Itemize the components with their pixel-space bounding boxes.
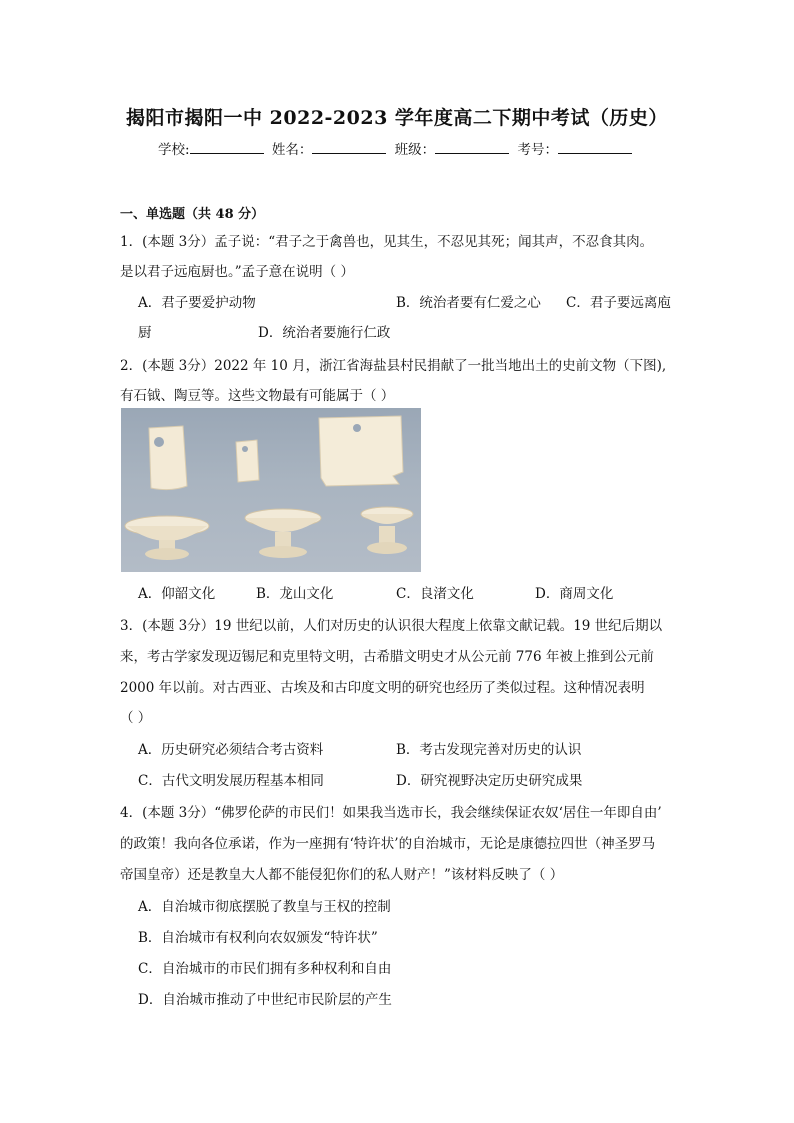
- q4-stem-line1: 4．(本题 3分）“佛罗伦萨的市民们！如果我当选市长，我会继续保证农奴‘居住一年即自由’: [120, 805, 662, 821]
- q2-option-c[interactable]: C．良渚文化: [396, 586, 474, 602]
- q3-option-c[interactable]: C．古代文明发展历程基本相同: [138, 773, 324, 789]
- artifact-illustration: [121, 408, 421, 572]
- q1-option-c[interactable]: C．君子要远离庖: [566, 295, 671, 311]
- q4-option-d[interactable]: D．自治城市推动了中世纪市民阶层的产生: [138, 992, 392, 1008]
- q4-stem-line2: 的政策！我向各位承诺，作为一座拥有‘特许状’的自治城市，无论是康德拉四世（神圣罗马: [120, 836, 656, 852]
- q2-option-a[interactable]: A．仰韶文化: [138, 586, 216, 602]
- q3-option-b[interactable]: B．考古发现完善对历史的认识: [396, 742, 582, 758]
- q2-option-b[interactable]: B．龙山文化: [256, 586, 334, 602]
- stone-axe-2-hole: [242, 446, 248, 452]
- student-info-row: [0, 138, 794, 158]
- q4-option-c[interactable]: C．自治城市的市民们拥有多种权利和自由: [138, 961, 392, 977]
- stone-axe-2: [236, 440, 259, 482]
- q3-option-d[interactable]: D．研究视野决定历史研究成果: [396, 773, 583, 789]
- q3-option-a[interactable]: A．历史研究必须结合考古资料: [138, 742, 324, 758]
- q2-stem-line1: 2．(本题 3分）2022 年 10 月，浙江省海盐县村民捐献了一批当地出土的史前文物（下图),: [120, 358, 667, 374]
- class-blank[interactable]: [435, 141, 509, 154]
- school-blank[interactable]: [190, 141, 264, 154]
- q3-stem-line3: 2000 年以前。对古西亚、古埃及和古印度文明的研究也经历了类似过程。这种情况表明: [120, 680, 645, 696]
- section-heading: 一、单选题（共 48 分）: [120, 207, 265, 222]
- q1-stem-line1: 1．(本题 3分）孟子说：“君子之于禽兽也，见其生，不忍见其死；闻其声，不忍食其肉。: [120, 234, 654, 250]
- q1-stem-line2: 是以君子远庖厨也。”孟子意在说明（ ）: [120, 264, 354, 280]
- artifact-photo: [121, 408, 421, 572]
- stone-axe-1-hole: [154, 437, 164, 447]
- name-blank[interactable]: [312, 141, 386, 154]
- q4-option-a[interactable]: A．自治城市彻底摆脱了教皇与王权的控制: [138, 899, 391, 915]
- pottery-dou-3-foot: [367, 542, 407, 554]
- stone-axe-3: [319, 416, 403, 486]
- stone-axe-1: [149, 426, 187, 490]
- q4-stem-line3: 帝国皇帝）还是教皇大人都不能侵犯你们的私人财产！”该材料反映了（ ）: [120, 867, 564, 883]
- q4-option-b[interactable]: B．自治城市有权利向农奴颁发“特许状”: [138, 930, 378, 946]
- pottery-dou-1-bowl: [127, 526, 207, 541]
- exam-number-blank[interactable]: [558, 141, 632, 154]
- exam-number-label: 考号：: [517, 142, 558, 158]
- pottery-dou-1-foot: [145, 548, 189, 560]
- pottery-dou-2-foot: [259, 546, 307, 558]
- q1-option-d[interactable]: D．统治者要施行仁政: [258, 325, 391, 341]
- stone-axe-3-hole: [353, 424, 361, 432]
- q1-option-b[interactable]: B．统治者要有仁爱之心: [396, 295, 541, 311]
- q3-stem-line4: （ ）: [120, 710, 152, 726]
- q2-stem-line2: 有石钺、陶豆等。这些文物最有可能属于（ ）: [120, 388, 395, 404]
- class-label: 班级：: [394, 142, 436, 158]
- q3-stem-line2: 来，考古学家发现迈锡尼和克里特文明，古希腊文明史才从公元前 776 年被上推到公元前: [120, 649, 654, 665]
- pottery-dou-2-bowl: [245, 518, 321, 532]
- school-label: 学校:: [158, 142, 190, 158]
- q1-option-a[interactable]: A．君子要爱护动物: [138, 295, 256, 311]
- q2-option-d[interactable]: D．商周文化: [535, 586, 614, 602]
- q1-option-c-continued: 厨: [138, 325, 152, 341]
- page-title: 揭阳市揭阳一中 2022-2023 学年度高二下期中考试（历史）: [126, 107, 668, 129]
- q3-stem-line1: 3．(本题 3分）19 世纪以前，人们对历史的认识很大程度上依靠文献记载。19 世纪后期以: [120, 618, 663, 634]
- pottery-dou-3-bowl: [361, 514, 413, 524]
- name-label: 姓名：: [271, 142, 313, 158]
